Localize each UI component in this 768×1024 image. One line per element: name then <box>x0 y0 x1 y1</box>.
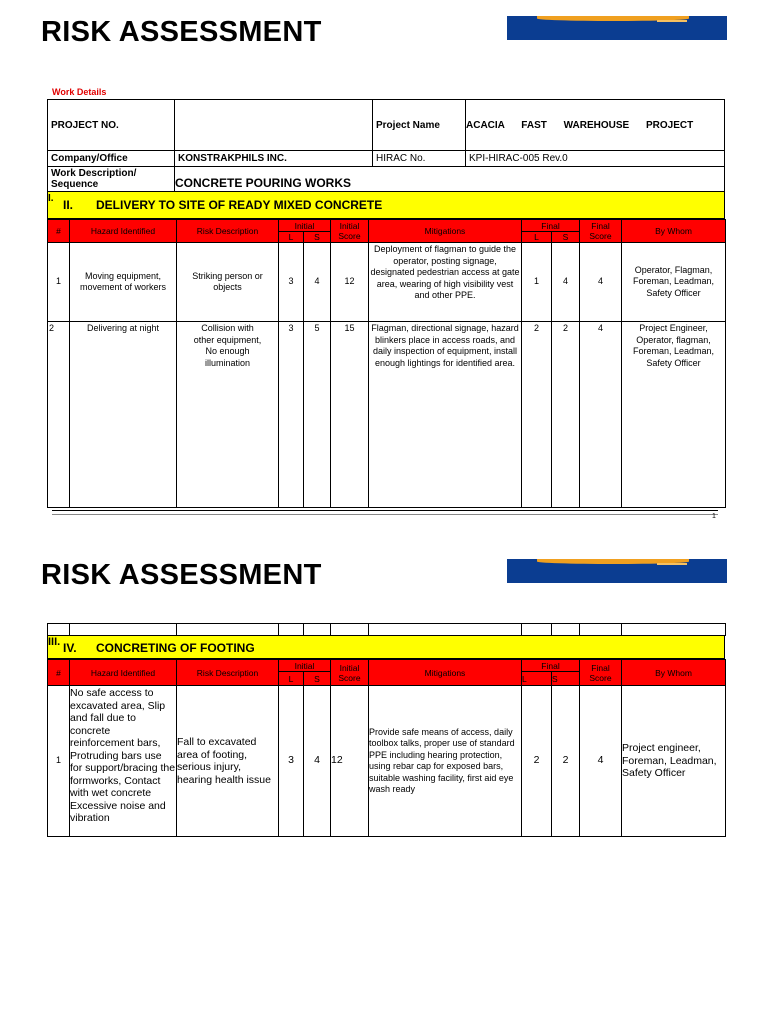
col-header-risk: Risk Description <box>177 220 279 243</box>
row-initial-score: 12 <box>331 243 369 322</box>
page-title-2: RISK ASSESSMENT <box>41 559 322 591</box>
section-title: DELIVERY TO SITE OF READY MIXED CONCRETE <box>96 198 383 212</box>
row-hazard: No safe access to excavated area, Slip and fall due to concrete reinforcement bars, Protruding bars use for support/bracing the formworks, Contact with wet concrete Excessive noise and vibration <box>70 686 177 837</box>
col-header-s: S <box>304 232 331 243</box>
row-initial-score: 15 <box>331 322 369 508</box>
row-initial-s: 5 <box>304 322 331 508</box>
row-initial-l: 3 <box>279 243 304 322</box>
section-marker: I. <box>48 193 54 204</box>
section-marker: III. <box>48 636 61 648</box>
col-header-final-s: S <box>552 672 580 686</box>
row-initial-l: 3 <box>279 322 304 508</box>
page-number: 1 <box>712 513 716 520</box>
row-initial-score: 12 <box>331 686 369 837</box>
work-description-value: CONCRETE POURING WORKS <box>175 167 725 192</box>
section-header-footing <box>47 635 725 659</box>
row-risk: Fall to excavated area of footing, serious injury, hearing health issue <box>177 686 279 837</box>
col-header-hazard: Hazard Identified <box>70 220 177 243</box>
row-final-l: 2 <box>522 322 552 508</box>
row-initial-s: 4 <box>304 243 331 322</box>
row-hazard: Delivering at night <box>70 322 177 508</box>
company-logo <box>507 16 727 40</box>
work-details-label: Work Details <box>52 87 107 97</box>
col-header-final-score: Final Score <box>580 220 622 243</box>
row-num: 1 <box>48 686 70 837</box>
table-row <box>48 322 726 508</box>
footer-rule <box>52 510 718 511</box>
col-header-l: L <box>279 232 304 243</box>
company-logo-2 <box>507 559 727 583</box>
col-header-initial: Initial <box>279 660 331 672</box>
col-header-hazard: Hazard Identified <box>70 660 177 686</box>
col-header-initial-score: Initial Score <box>331 220 369 243</box>
row-initial-s: 4 <box>304 686 331 837</box>
risk-table-delivery <box>47 219 726 508</box>
page-title: RISK ASSESSMENT <box>41 16 322 48</box>
row-mitigation: Deployment of flagman to guide the operator, posting signage, designated pedestrian access at gate area, wearing of high visibility vest and other PPE. <box>369 243 522 322</box>
row-final-s: 2 <box>552 686 580 837</box>
risk-table-footing <box>47 659 726 837</box>
col-header-risk: Risk Description <box>177 660 279 686</box>
footer-rule-thin <box>52 514 718 515</box>
row-final-score: 4 <box>580 243 622 322</box>
col-header-num: # <box>48 220 70 243</box>
row-final-s: 4 <box>552 243 580 322</box>
project-name-value: ACACIA FAST WAREHOUSE PROJECT <box>466 100 725 151</box>
col-header-num: # <box>48 660 70 686</box>
project-no-value <box>175 100 373 151</box>
row-by-whom: Operator, Flagman, Foreman, Leadman, Safety Officer <box>622 243 726 322</box>
col-header-final-s: S <box>552 232 580 243</box>
section-number: IV. <box>63 641 77 655</box>
col-header-mitigations: Mitigations <box>369 660 522 686</box>
row-risk: Striking person or objects <box>177 243 279 322</box>
row-mitigation: Flagman, directional signage, hazard blinkers place in access roads, and daily inspection of equipment, install enough lightings for identified area. <box>369 322 522 508</box>
project-info-table <box>47 99 725 192</box>
col-header-final: Final <box>522 220 580 232</box>
col-header-initial-score: Initial Score <box>331 660 369 686</box>
row-final-score: 4 <box>580 686 622 837</box>
row-hazard: Moving equipment, movement of workers <box>70 243 177 322</box>
row-num: 2 <box>48 322 70 508</box>
col-header-by-whom: By Whom <box>622 220 726 243</box>
company-label: Company/Office <box>48 151 175 167</box>
section-number: II. <box>63 198 74 212</box>
project-name-label: Project Name <box>373 100 466 151</box>
table-row <box>48 243 726 322</box>
hirac-value: KPI-HIRAC-005 Rev.0 <box>466 151 725 167</box>
row-final-l: 1 <box>522 243 552 322</box>
row-risk: Collision with other equipment, No enough illumination <box>177 322 279 508</box>
row-final-s: 2 <box>552 322 580 508</box>
section-header-delivery <box>47 191 725 219</box>
col-header-initial: Initial <box>279 220 331 232</box>
project-no-label: PROJECT NO. <box>48 100 175 151</box>
col-header-final-score: Final Score <box>580 660 622 686</box>
row-final-l: 2 <box>522 686 552 837</box>
col-header-by-whom: By Whom <box>622 660 726 686</box>
col-header-mitigations: Mitigations <box>369 220 522 243</box>
col-header-s: S <box>304 672 331 686</box>
col-header-final-l: L <box>522 232 552 243</box>
col-header-final-l: L <box>522 672 552 686</box>
row-by-whom: Project engineer, Foreman, Leadman, Safety Officer <box>622 686 726 837</box>
hirac-label: HIRAC No. <box>373 151 466 167</box>
row-num: 1 <box>48 243 70 322</box>
col-header-final: Final <box>522 660 580 672</box>
work-description-label: Work Description/ Sequence <box>48 167 175 192</box>
row-initial-l: 3 <box>279 686 304 837</box>
company-value: KONSTRAKPHILS INC. <box>175 151 373 167</box>
row-by-whom: Project Engineer, Operator, flagman, Foreman, Leadman, Safety Officer <box>622 322 726 508</box>
table-row <box>48 686 726 837</box>
row-mitigation: Provide safe means of access, daily toolbox talks, proper use of standard PPE including hearing protection, using rebar cap for exposed bars, suitable washing facility, first aid eye wash ready <box>369 686 522 837</box>
row-final-score: 4 <box>580 322 622 508</box>
col-header-l: L <box>279 672 304 686</box>
section-title: CONCRETING OF FOOTING <box>96 641 255 655</box>
